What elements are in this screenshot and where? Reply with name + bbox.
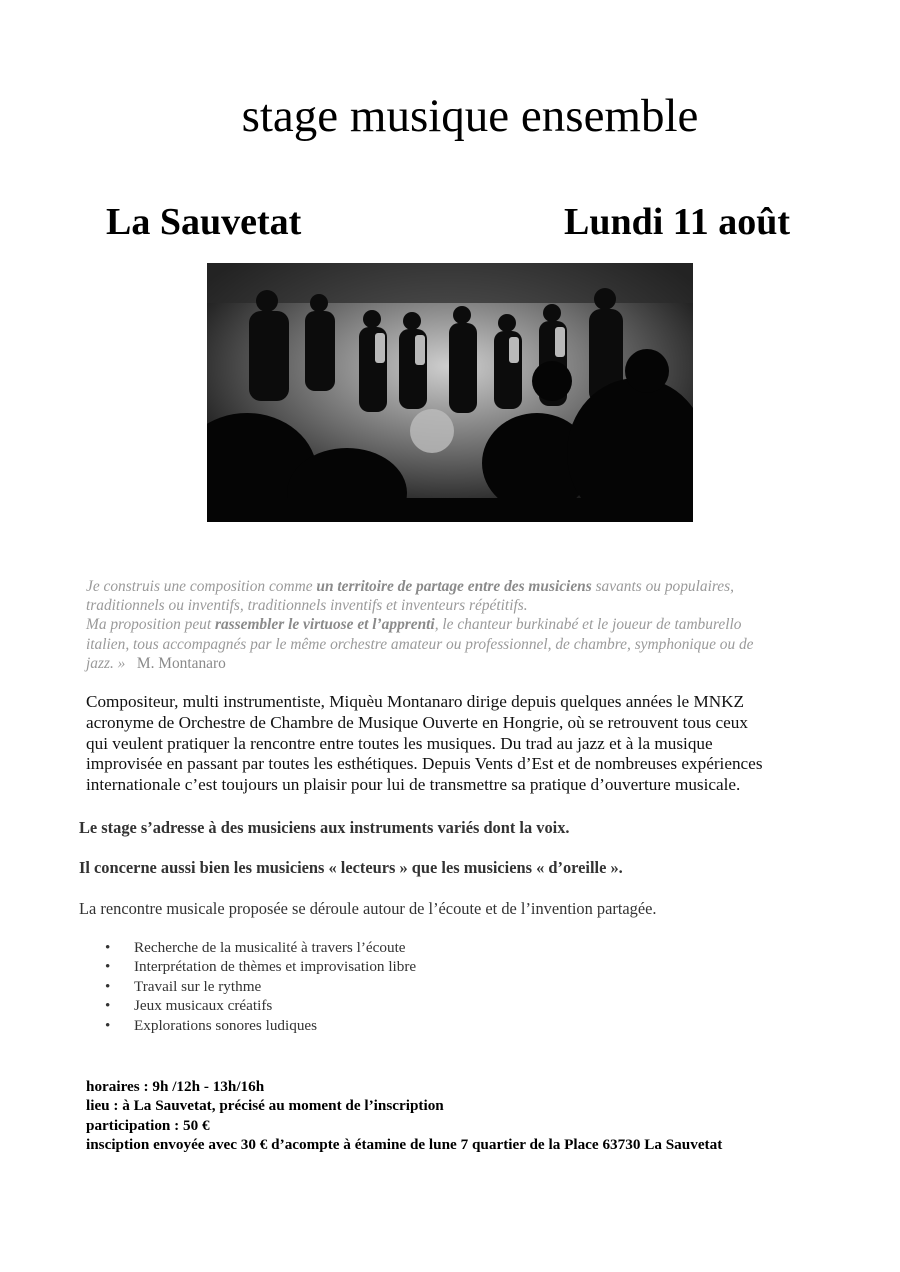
bio-line: internationale c’est toujours un plaisir pour lui de transmettre sa pratique d’ouverture musicale.: [86, 775, 741, 795]
list-item: • Jeux musicaux créatifs: [105, 996, 416, 1015]
place-line: lieu : à La Sauvetat, précisé au moment de l’inscription: [86, 1097, 444, 1115]
quote-text: Je construis une composition comme: [86, 578, 317, 595]
list-item: • Interprétation de thèmes et improvisation libre: [105, 957, 416, 976]
page-title: stage musique ensemble: [241, 90, 699, 142]
practical-info: [86, 1077, 866, 1155]
quote-text: traditionnels ou inventifs, traditionnels inventifs et inventeurs répétitifs.: [86, 597, 528, 615]
list-item: • Travail sur le rythme: [105, 977, 416, 996]
bio-line: qui veulent pratiquer la rencontre entre toutes les musiques. Du trad au jazz et à la musique: [86, 733, 713, 753]
quote-text: italien, tous accompagnés par le même orchestre amateur ou professionnel, de chambre, symphonique ou de: [86, 635, 754, 653]
readers-paragraph: Il concerne aussi bien les musiciens « lecteurs » que les musiciens « d’oreille ».: [79, 858, 623, 877]
quote-text: Ma proposition peut: [86, 616, 215, 634]
quote-author: M. Montanaro: [136, 654, 226, 672]
price-line: participation : 50 €: [86, 1116, 210, 1134]
quote-text: jazz. »: [86, 654, 126, 672]
montanaro-quote: [86, 577, 826, 673]
audience-paragraph: Le stage s’adresse à des musiciens aux instruments variés dont la voix.: [79, 818, 570, 837]
ensemble-photo-illustration: [207, 263, 693, 522]
bio-line: Compositeur, multi instrumentiste, Miquèu Montanaro dirige depuis quelques années le MNKZ: [86, 692, 745, 711]
hours-line: horaires : 9h /12h - 13h/16h: [86, 1078, 265, 1095]
quote-text: , le chanteur burkinabé et le joueur de tamburello: [434, 616, 742, 634]
location-date-row: [106, 198, 790, 246]
composer-bio: [86, 692, 826, 796]
quote-emphasis: rassembler le virtuose et l’apprenti: [214, 616, 435, 634]
ensemble-photo: [207, 263, 693, 522]
registration-line: insciption envoyée avec 30 € d’acompte à étamine de lune 7 quartier de la Place 63730 La Sauvetat: [86, 1136, 723, 1154]
list-item: • Recherche de la musicalité à travers l’écoute: [105, 938, 416, 957]
bio-line: improvisée en passant par toutes les esthétiques. Depuis Vents d’Est et de nombreuses expériences: [86, 754, 763, 774]
quote-text: savants ou populaires,: [591, 578, 734, 595]
bio-line: acronyme de Orchestre de Chambre de Musique Ouverte en Hongrie, où se retrouvent tous ceux: [86, 712, 748, 732]
location-heading: La Sauvetat: [106, 201, 302, 243]
date-heading: Lundi 11 août: [564, 201, 790, 243]
quote-emphasis: un territoire de partage entre des musiciens: [316, 578, 592, 595]
meeting-paragraph: La rencontre musicale proposée se déroule autour de l’écoute et de l’invention partagée.: [79, 899, 657, 918]
list-item: • Explorations sonores ludiques: [105, 1016, 416, 1035]
activities-list: [105, 938, 416, 1035]
